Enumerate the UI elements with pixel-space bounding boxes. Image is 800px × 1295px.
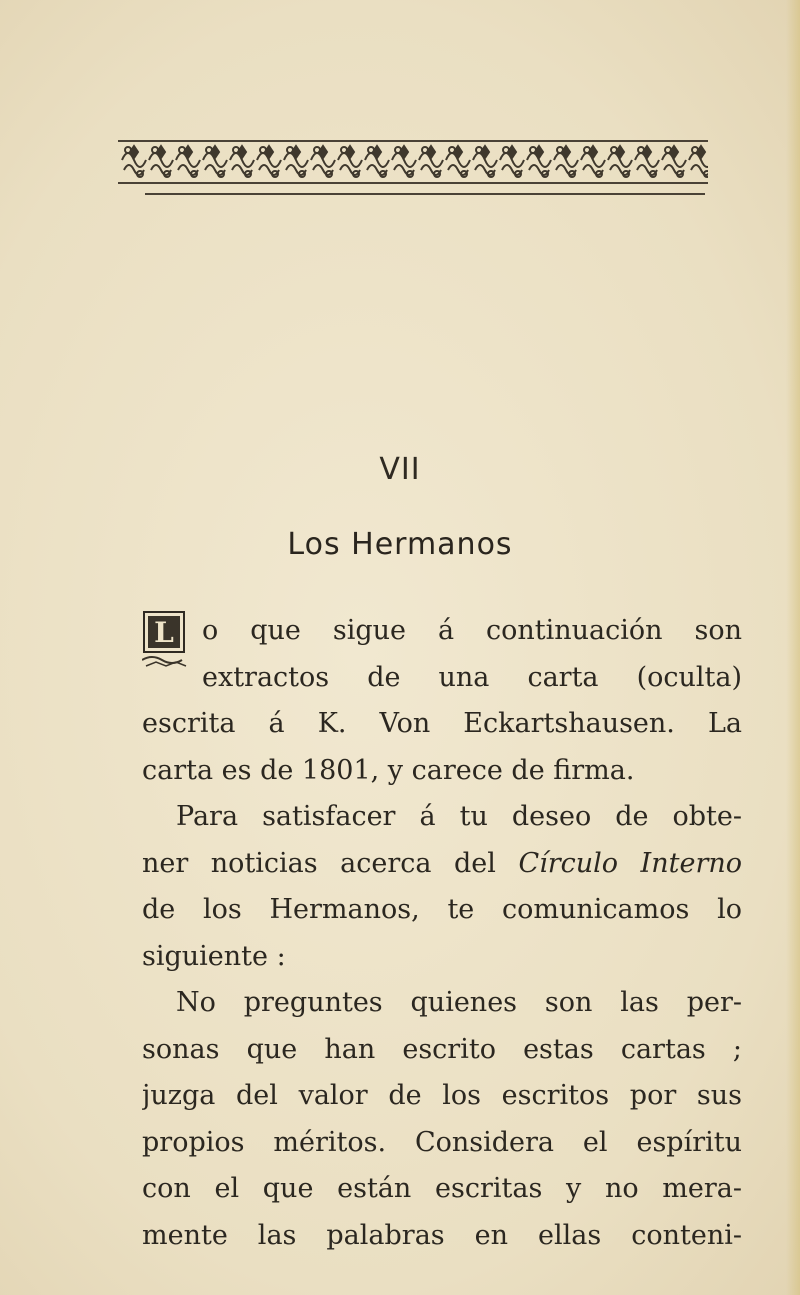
text-line: de los Hermanos, te comunicamos lo [142,894,742,925]
ornament-motif [311,146,335,177]
page-edge-shadow [786,0,800,1295]
text-line: escrita á K. Von Eckartshausen. La [142,708,742,739]
ornament-motif [122,146,146,177]
chapter-number: VII [379,452,421,487]
text-line [142,841,742,888]
ornament-motif [446,146,470,177]
ornament-motif [338,146,362,177]
chapter-title: Los Hermanos [287,527,513,562]
ornamental-header-band [118,140,708,184]
ornament-motif [392,146,416,177]
ornament-motif [581,146,605,177]
text-line: Para satisfacer á tu deseo de obte- [176,801,742,832]
italic-phrase: Círculo Interno [518,847,742,879]
ornament-motif [689,146,708,177]
text-line: juzga del valor de los escritos por sus [142,1080,742,1111]
ornament-motif [473,146,497,177]
ornament-motif [284,146,308,177]
ornament-motif [257,146,281,177]
text-line: o que sigue á continuación son [202,615,742,646]
ornament-motif [608,146,632,177]
text-line: siguiente : [142,940,286,972]
text-line: con el que están escritas y no mera- [142,1173,742,1204]
text-fragment: ner noticias acerca del [142,847,496,879]
ornament-motif [176,146,200,177]
header-rule [145,193,705,195]
text-line: propios méritos. Considera el espíritu [142,1126,742,1158]
ornament-motif [635,146,659,177]
ornament-motif [149,146,173,177]
text-line: mente las palabras en ellas conteni- [142,1219,742,1251]
ornament-motif [203,146,227,177]
ornament-motif [419,146,443,177]
drop-cap-letter: L [154,616,174,649]
ornament-motif [554,146,578,177]
text-line: extractos de una carta (oculta) [202,661,742,693]
ornament-motif [662,146,686,177]
ornament-motif [365,146,389,177]
ornament-motif [527,146,551,177]
ornament-motif [230,146,254,177]
text-line: sonas que han escrito estas cartas ; [142,1033,742,1065]
text-line: No preguntes quienes son las per- [176,987,742,1018]
body-text [142,608,742,1259]
ornament-motif [500,146,524,177]
text-line: carta es de 1801, y carece de firma. [142,754,635,786]
